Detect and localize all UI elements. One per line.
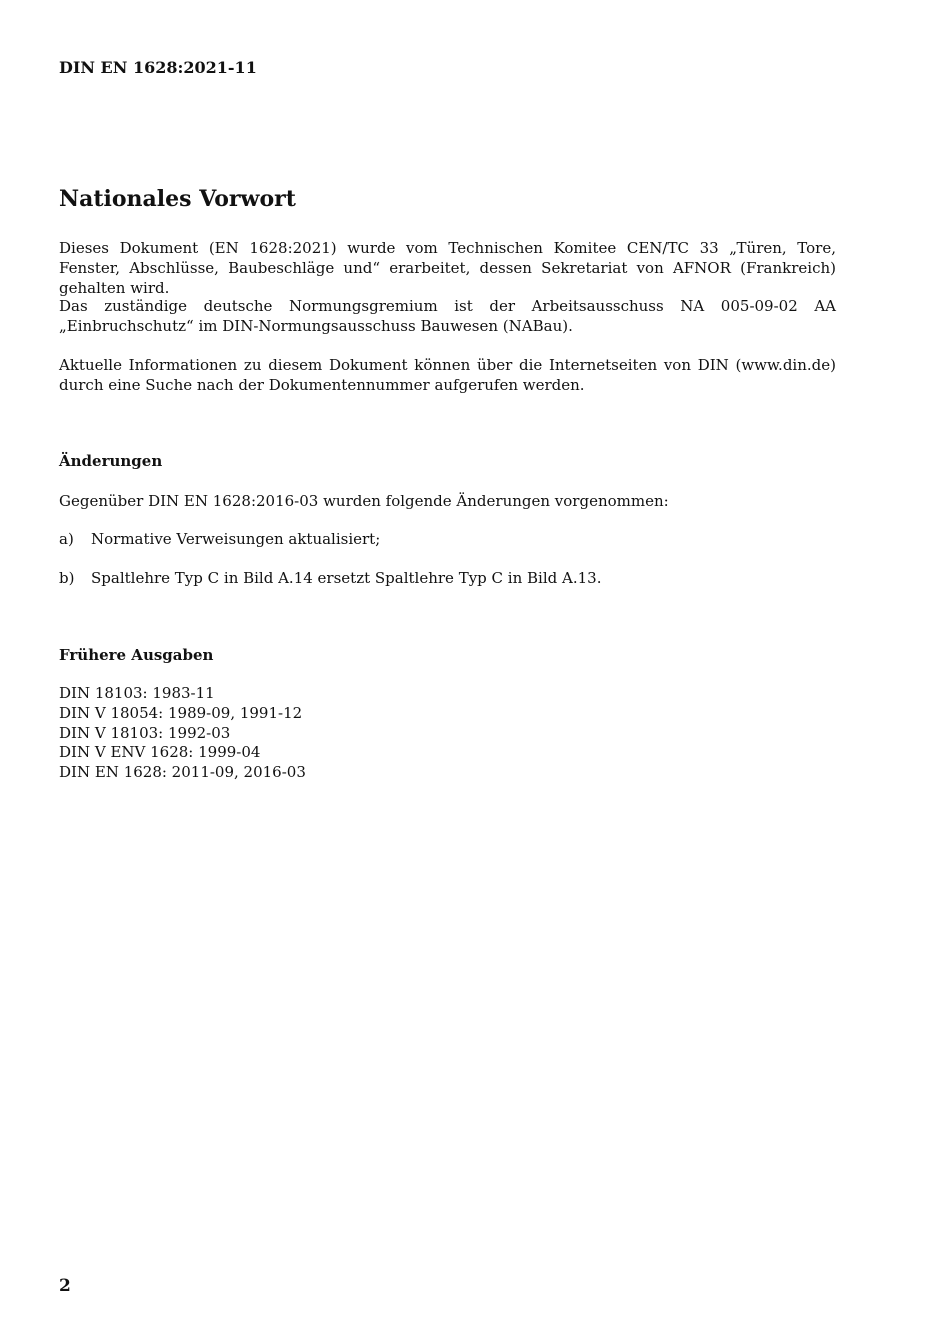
edition-line: DIN V ENV 1628: 1999-04 — [59, 743, 261, 762]
foreword-paragraph-2: Das zuständige deutsche Normungsgremium ist der Arbeitsausschuss NA 005-09-02 AA „Einbruchschutz“ im DIN-Normungsausschuss Bauwesen (NABau). — [59, 297, 836, 335]
document-header: DIN EN 1628:2021-11 — [59, 58, 257, 77]
list-item — [59, 529, 836, 549]
list-item — [59, 568, 836, 588]
list-marker: b) — [59, 569, 75, 587]
previous-editions-heading: Frühere Ausgaben — [59, 646, 214, 664]
changes-intro: Gegenüber DIN EN 1628:2016-03 wurden folgende Änderungen vorgenommen: — [59, 492, 669, 510]
page-title: Nationales Vorwort — [59, 186, 296, 212]
changes-heading: Änderungen — [59, 452, 163, 470]
edition-line: DIN V 18103: 1992-03 — [59, 723, 231, 742]
foreword-paragraph-3: Aktuelle Informationen zu diesem Dokument können über die Internetseiten von DIN (www.din.de) durch eine Suche nach der Dokumentennummer aufgerufen werden. — [59, 356, 836, 394]
edition-line: DIN EN 1628: 2011-09, 2016-03 — [59, 763, 306, 782]
previous-editions-list — [59, 684, 306, 783]
list-marker: a) — [59, 530, 74, 548]
foreword-paragraph-1: Dieses Dokument (EN 1628:2021) wurde vom Technischen Komitee CEN/TC 33 „Türen, Tore, Fenster, Abschlüsse, Baubeschläge und“ erarbeitet, dessen Sekretariat von AFNOR (Frankreich) gehalten wird. — [59, 239, 836, 297]
edition-line: DIN V 18054: 1989-09, 1991-12 — [59, 703, 303, 722]
edition-line: DIN 18103: 1983-11 — [59, 684, 215, 702]
page-number: 2 — [59, 1276, 71, 1296]
list-item-text: Normative Verweisungen aktualisiert; — [91, 530, 381, 548]
list-item-text: Spaltlehre Typ C in Bild A.14 ersetzt Spaltlehre Typ C in Bild A.13. — [91, 569, 602, 587]
